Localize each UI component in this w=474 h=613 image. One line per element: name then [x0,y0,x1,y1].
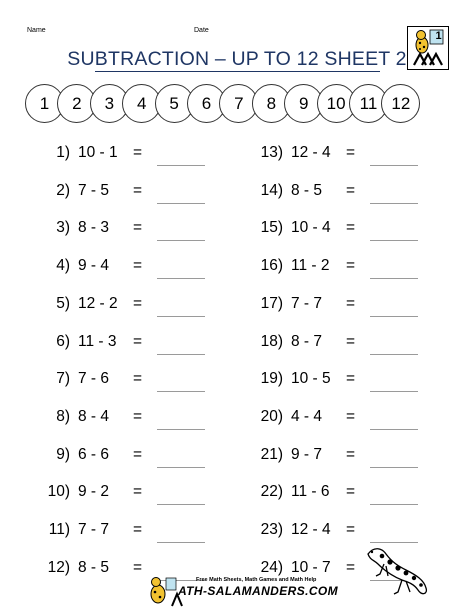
problem-expression: 7 - 7 [291,294,323,312]
problem-number: 7) [56,370,70,388]
answer-line[interactable] [157,467,205,468]
problem-expression: 10 - 7 [291,558,331,576]
problem-row [243,141,423,165]
problem-row [30,405,210,429]
problem-expression: 11 - 3 [78,332,117,350]
title-underline [95,71,380,72]
equals-sign: = [346,370,356,388]
equals-sign: = [133,558,143,576]
number-circle: 3 [90,84,129,123]
equals-sign: = [346,483,356,501]
answer-line[interactable] [370,391,418,392]
number-circle: 5 [155,84,194,123]
problem-row [30,292,210,316]
equals-sign: = [133,332,143,350]
problem-expression: 8 - 7 [291,332,323,350]
problem-number: 4) [56,257,70,275]
problem-expression: 12 - 4 [291,144,331,161]
footer-tagline: Free Math Sheets, Math Games and Math Help [196,577,317,583]
answer-line[interactable] [370,203,418,204]
number-circle: 4 [122,84,161,123]
number-circle: 1 [25,84,64,123]
number-circle: 7 [219,84,258,123]
problem-row [243,292,423,316]
problem-expression: 8 - 5 [78,558,110,576]
problem-number: 12) [47,558,70,576]
equals-sign: = [346,219,356,237]
answer-line[interactable] [157,165,205,166]
problem-row [30,518,210,542]
problem-number: 15) [260,219,283,237]
equals-sign: = [133,521,143,538]
answer-line[interactable] [370,354,418,355]
problem-expression: 7 - 5 [78,181,110,199]
answer-line[interactable] [157,429,205,430]
answer-line[interactable] [157,504,205,505]
problem-number: 13) [260,144,283,161]
problem-row [30,480,210,504]
number-line [25,84,449,126]
answer-line[interactable] [370,316,418,317]
grade-badge-logo [407,26,449,70]
problem-expression: 7 - 7 [78,521,110,538]
problem-row [30,179,210,203]
answer-line[interactable] [370,429,418,430]
salamander-icon [362,540,434,598]
name-label: Name [27,27,46,34]
problem-row [243,443,423,467]
problem-row [243,254,423,278]
equals-sign: = [346,181,356,199]
number-circle: 12 [381,84,420,123]
number-circle: 9 [284,84,323,123]
equals-sign: = [133,407,143,425]
grade-badge-number: 1 [435,30,442,42]
problem-row [30,443,210,467]
problem-expression: 11 - 6 [291,483,330,501]
problem-number: 2) [56,181,70,199]
equals-sign: = [346,144,356,161]
equals-sign: = [133,445,143,463]
answer-line[interactable] [370,165,418,166]
problem-number: 11) [48,521,70,538]
problem-expression: 9 - 2 [78,483,110,501]
equals-sign: = [133,483,143,501]
problem-number: 1) [56,144,70,161]
problem-expression: 8 - 3 [78,219,110,237]
problem-expression: 4 - 4 [291,407,323,425]
problem-row [30,141,210,165]
answer-line[interactable] [370,240,418,241]
date-label: Date [194,27,209,34]
footer-site-name: ATH-SALAMANDERS.COM [178,584,339,598]
problem-number: 19) [260,370,283,388]
answer-line[interactable] [157,391,205,392]
equals-sign: = [346,407,356,425]
problem-expression: 10 - 4 [291,219,331,237]
page-title: SUBTRACTION – UP TO 12 SHEET 2 [67,48,407,70]
equals-sign: = [133,144,143,161]
problem-row [243,480,423,504]
equals-sign: = [346,332,356,350]
problem-row [30,254,210,278]
equals-sign: = [133,181,143,199]
problem-number: 5) [56,294,70,312]
problem-row [243,405,423,429]
problem-number: 23) [260,521,283,538]
problem-expression: 9 - 4 [78,257,110,275]
problem-row [243,330,423,354]
problem-number: 16) [260,257,283,275]
problem-row [243,518,423,542]
number-circle: 2 [57,84,96,123]
problem-number: 24) [260,558,283,576]
answer-line[interactable] [157,240,205,241]
answer-line[interactable] [370,467,418,468]
equals-sign: = [133,370,143,388]
problem-row [30,367,210,391]
problem-number: 21) [260,445,283,463]
problem-expression: 12 - 2 [78,294,118,312]
equals-sign: = [133,294,143,312]
problem-row [243,367,423,391]
problem-expression: 10 - 5 [291,370,331,388]
problem-number: 20) [260,407,283,425]
problem-number: 14) [260,181,283,199]
problem-number: 8) [56,407,70,425]
problem-number: 3) [56,219,70,237]
problem-row [30,330,210,354]
problem-number: 18) [260,332,283,350]
equals-sign: = [346,445,356,463]
problem-expression: 12 - 4 [291,521,331,538]
problem-expression: 10 - 1 [78,144,118,161]
problem-number: 6) [56,332,70,350]
problem-number: 17) [260,294,283,312]
problem-expression: 8 - 4 [78,407,110,425]
equals-sign: = [346,294,356,312]
equals-sign: = [133,219,143,237]
problem-row [243,216,423,240]
answer-line[interactable] [157,542,205,543]
problem-number: 10) [47,483,70,501]
answer-line[interactable] [157,203,205,204]
answer-line[interactable] [157,354,205,355]
problem-row [30,216,210,240]
number-circle: 6 [187,84,226,123]
number-circle: 11 [349,84,388,123]
problem-expression: 11 - 2 [291,257,330,275]
problem-expression: 9 - 7 [291,445,323,463]
problem-number: 9) [56,445,70,463]
equals-sign: = [133,257,143,275]
number-circle: 10 [317,84,356,123]
equals-sign: = [346,257,356,275]
answer-line[interactable] [370,504,418,505]
problem-row [243,179,423,203]
equals-sign: = [346,558,356,576]
equals-sign: = [346,521,356,538]
problem-expression: 7 - 6 [78,370,110,388]
problem-expression: 6 - 6 [78,445,110,463]
problem-expression: 8 - 5 [291,181,323,199]
number-circle: 8 [252,84,291,123]
answer-line[interactable] [157,316,205,317]
problem-number: 22) [260,483,283,501]
answer-line[interactable] [370,278,418,279]
answer-line[interactable] [157,278,205,279]
